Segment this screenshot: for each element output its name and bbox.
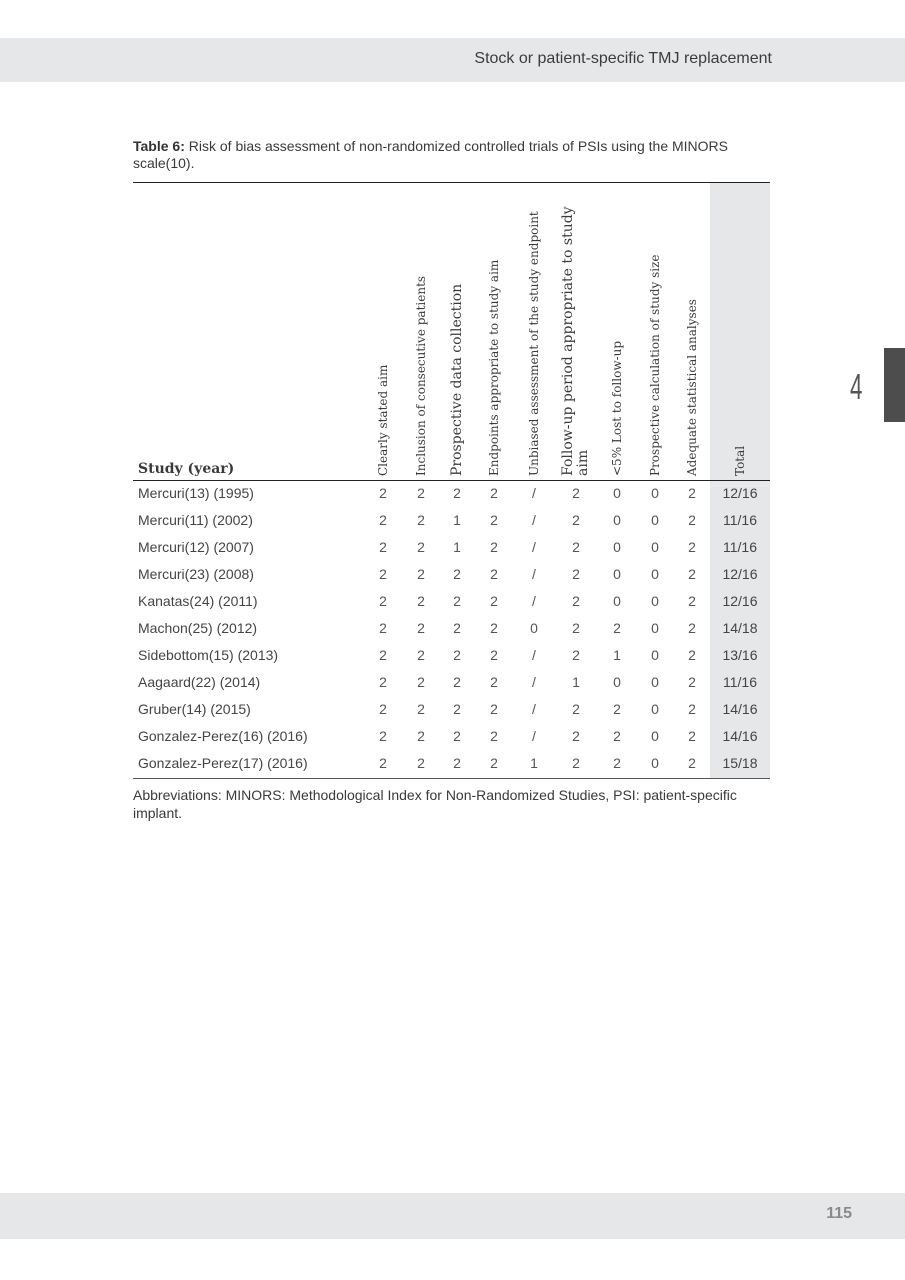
study-cell: Sidebottom(15) (2013) [138,647,279,663]
total-cell: 12/16 [722,566,758,582]
score-cell: 2 [417,674,425,690]
score-cell: 2 [572,512,580,528]
chapter-tab [884,348,905,422]
score-cell: 0 [613,566,621,582]
score-cell: 2 [613,728,621,744]
score-cell: 2 [688,593,696,609]
study-cell: Mercuri(11) (2002) [138,512,253,528]
score-cell: 2 [453,647,461,663]
table-row [133,589,770,616]
score-cell: 2 [490,674,498,690]
score-cell: 2 [490,647,498,663]
score-cell: 2 [613,701,621,717]
score-cell: 2 [572,755,580,771]
running-header [0,38,905,82]
table-row [133,616,770,643]
score-cell: 2 [417,701,425,717]
score-cell: 0 [651,566,659,582]
score-cell: 0 [530,620,538,636]
caption-label: Table 6: [133,138,185,154]
column-header-7: <5% Lost to follow-up [610,340,624,476]
total-cell: 13/16 [722,647,758,663]
study-column-header: Study (year) [138,461,235,477]
table-caption [133,138,777,172]
score-cell: 2 [453,674,461,690]
score-cell: 0 [651,593,659,609]
score-cell: / [532,539,536,555]
score-cell: 2 [688,647,696,663]
score-cell: 2 [572,485,580,501]
column-header-2: Inclusion of consecutive patients [414,275,428,476]
score-cell: 1 [530,755,538,771]
score-cell: 2 [417,539,425,555]
score-cell: 2 [453,566,461,582]
column-header-1: Clearly stated aim [376,364,390,476]
score-cell: 2 [490,728,498,744]
score-cell: 2 [572,620,580,636]
study-cell: Gonzalez-Perez(16) (2016) [138,728,308,744]
score-cell: 0 [613,593,621,609]
table-row [133,643,770,670]
total-column-header: Total [733,445,747,476]
score-cell: 2 [572,566,580,582]
score-cell: 2 [453,620,461,636]
score-cell: 2 [379,728,387,744]
table-bottom-rule [133,778,770,779]
score-cell: 0 [613,512,621,528]
score-cell: 2 [379,566,387,582]
score-cell: 2 [453,593,461,609]
score-cell: 0 [613,485,621,501]
total-cell: 15/18 [722,755,758,771]
running-title: Stock or patient-specific TMJ replacement [474,50,772,67]
score-cell: 2 [688,674,696,690]
score-cell: 2 [490,701,498,717]
total-cell: 12/16 [722,485,758,501]
column-header-4: Endpoints appropriate to study aim [487,259,501,476]
score-cell: 2 [379,485,387,501]
score-cell: 2 [379,539,387,555]
score-cell: 2 [688,701,696,717]
score-cell: 2 [490,755,498,771]
score-cell: 2 [572,593,580,609]
score-cell: / [532,512,536,528]
table-row [133,724,770,751]
score-cell: / [532,485,536,501]
page-footer [0,1193,905,1239]
score-cell: 2 [572,539,580,555]
score-cell: 0 [651,512,659,528]
column-header-5: Unbiased assessment of the study endpoint [527,211,541,476]
score-cell: 2 [613,755,621,771]
score-cell: 2 [688,539,696,555]
score-cell: / [532,647,536,663]
score-cell: 2 [379,620,387,636]
score-cell: 2 [379,755,387,771]
score-cell: 0 [651,755,659,771]
chapter-number: 4 [850,366,863,407]
score-cell: 2 [453,755,461,771]
page-number: 115 [826,1205,852,1222]
caption-text: Risk of bias assessment of non-randomized controlled trials of PSIs using the MINORS scale(10). [133,138,728,171]
score-cell: 2 [490,485,498,501]
total-cell: 11/16 [723,512,757,528]
score-cell: 2 [453,728,461,744]
score-cell: 2 [417,593,425,609]
study-cell: Kanatas(24) (2011) [138,593,258,609]
score-cell: 0 [613,674,621,690]
score-cell: 2 [453,701,461,717]
study-cell: Machon(25) (2012) [138,620,258,636]
score-cell: 2 [379,512,387,528]
abbreviations-note: Abbreviations: MINORS: Methodological Index for Non-Randomized Studies, PSI: patient-specific implant. [133,787,737,821]
total-cell: 12/16 [722,593,758,609]
score-cell: / [532,566,536,582]
score-cell: 2 [417,755,425,771]
total-cell: 11/16 [723,674,757,690]
score-cell: 2 [490,512,498,528]
score-cell: 2 [453,485,461,501]
score-cell: / [532,701,536,717]
score-cell: 2 [379,701,387,717]
score-cell: 2 [688,620,696,636]
score-cell: 2 [417,620,425,636]
column-header-6: Follow-up period appropriate to study aim [560,206,591,476]
score-cell: 2 [688,566,696,582]
score-cell: 2 [417,512,425,528]
table-row [133,508,770,535]
score-cell: 2 [688,755,696,771]
score-cell: 2 [379,647,387,663]
score-cell: 2 [572,647,580,663]
score-cell: 2 [379,593,387,609]
table-row [133,697,770,724]
table-row [133,670,770,697]
column-header-3: Prospective data collection [448,283,465,476]
score-cell: 0 [651,620,659,636]
score-cell: 2 [417,566,425,582]
score-cell: / [532,674,536,690]
score-cell: 2 [379,674,387,690]
table-row [133,481,770,508]
score-cell: 2 [417,647,425,663]
score-cell: 0 [651,728,659,744]
score-cell: 1 [453,512,461,528]
score-cell: 2 [490,593,498,609]
study-cell: Mercuri(23) (2008) [138,566,254,582]
table-row [133,751,770,778]
study-cell: Gruber(14) (2015) [138,701,251,717]
score-cell: 0 [613,539,621,555]
score-cell: 0 [651,647,659,663]
score-cell: 0 [651,485,659,501]
column-header-9: Adequate statistical analyses [685,299,699,476]
total-cell: 14/16 [722,728,758,744]
score-cell: 2 [688,485,696,501]
score-cell: 0 [651,674,659,690]
total-cell: 14/16 [722,701,758,717]
score-cell: 2 [613,620,621,636]
score-cell: 0 [651,701,659,717]
score-cell: 2 [688,728,696,744]
score-cell: 2 [688,512,696,528]
score-cell: 2 [417,728,425,744]
score-cell: 1 [572,674,580,690]
score-cell: 2 [490,566,498,582]
score-cell: 2 [490,539,498,555]
score-cell: 0 [651,539,659,555]
score-cell: 2 [572,701,580,717]
score-cell: 2 [490,620,498,636]
study-cell: Mercuri(12) (2007) [138,539,254,555]
table-row [133,562,770,589]
study-cell: Aagaard(22) (2014) [138,674,261,690]
total-cell: 14/18 [722,620,758,636]
score-cell: 1 [613,647,621,663]
score-cell: 2 [417,485,425,501]
score-cell: / [532,593,536,609]
score-cell: 2 [572,728,580,744]
score-cell: 1 [453,539,461,555]
study-cell: Mercuri(13) (1995) [138,485,254,501]
score-cell: / [532,728,536,744]
study-cell: Gonzalez-Perez(17) (2016) [138,755,308,771]
table-row [133,535,770,562]
column-header-8: Prospective calculation of study size [648,254,662,476]
total-cell: 11/16 [723,539,757,555]
